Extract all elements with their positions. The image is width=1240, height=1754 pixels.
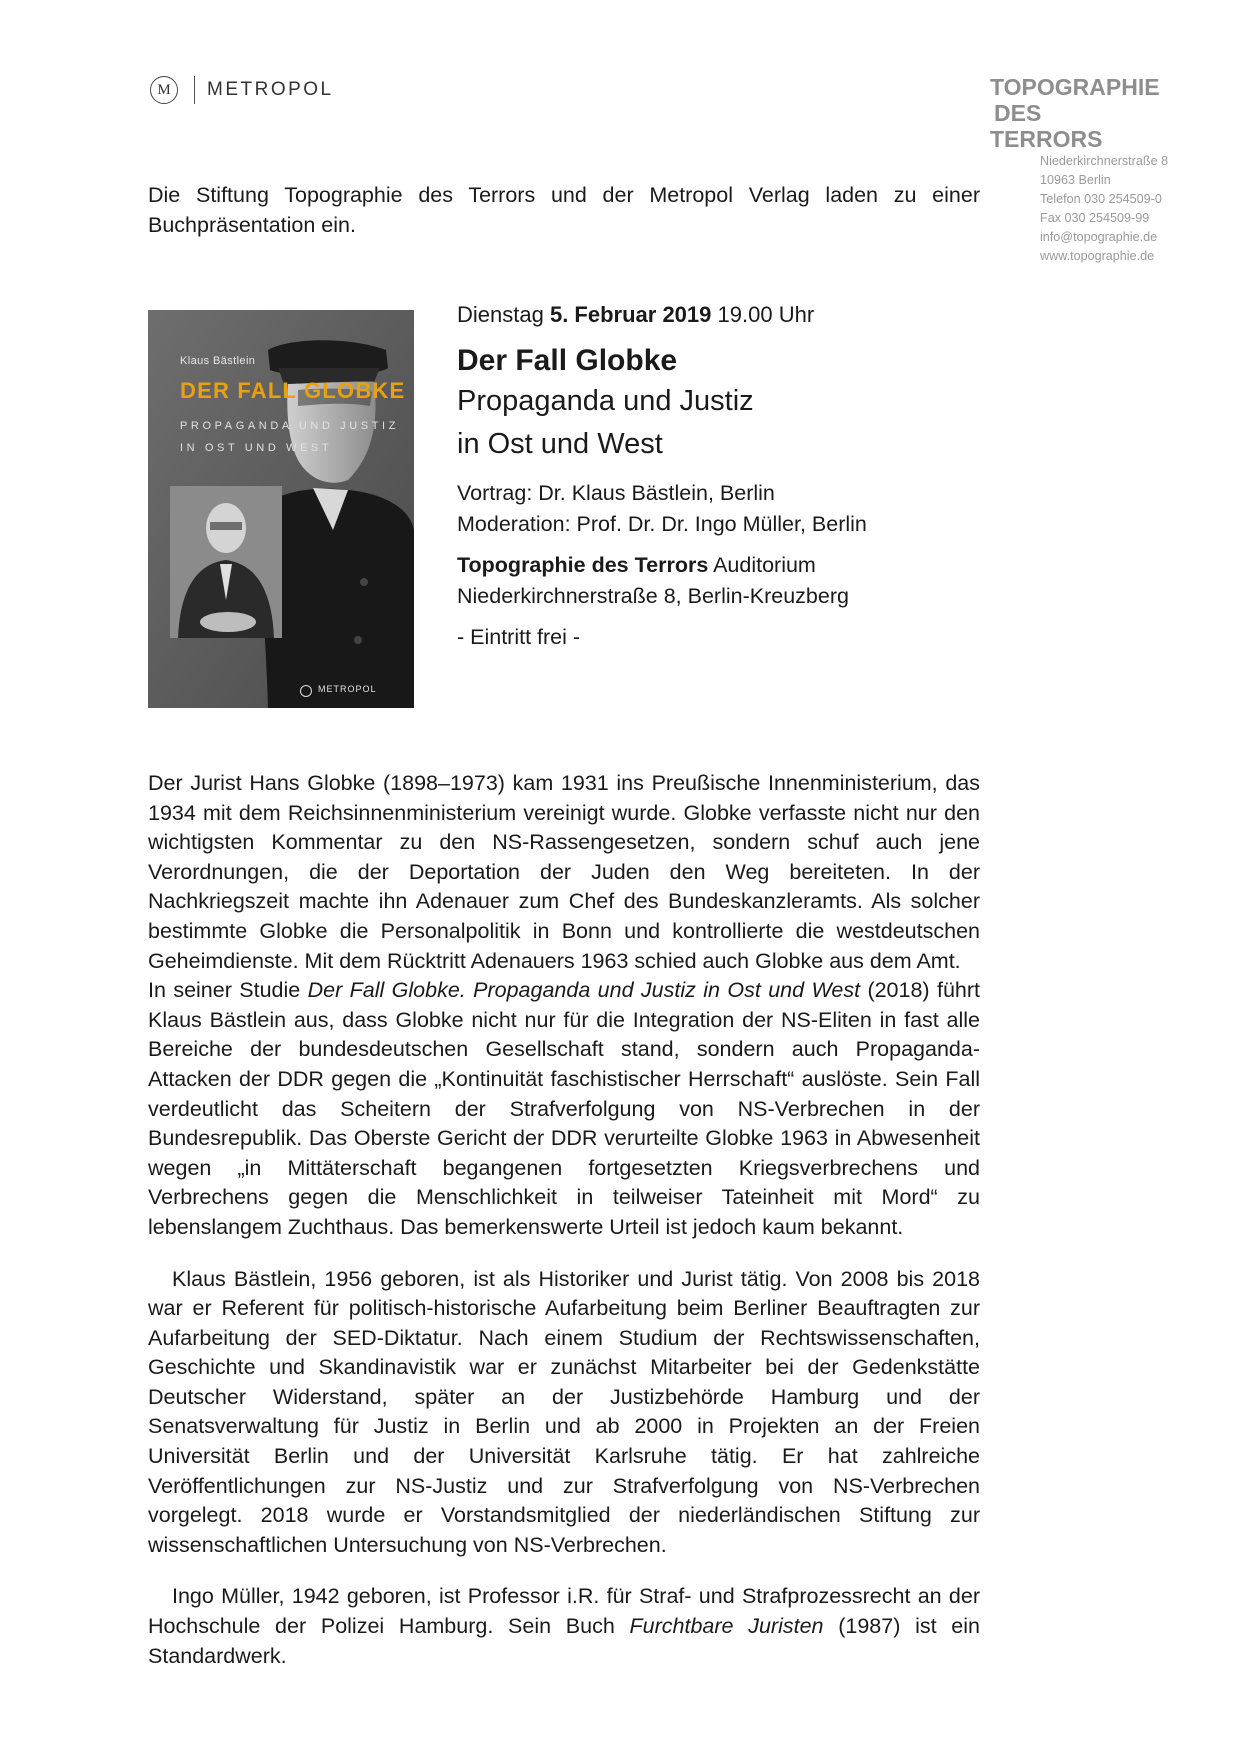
metropol-logo-text: METROPOL bbox=[207, 79, 334, 100]
topographie-logo-line: TOPOGRAPHIE bbox=[990, 74, 1160, 100]
topographie-logo-line: TERRORS bbox=[990, 126, 1103, 152]
intro-line: Die Stiftung Topographie des Terrors und der Metropol Verlag laden zu einer bbox=[148, 183, 980, 207]
metropol-logo-mark: M bbox=[150, 76, 178, 104]
paragraph-mueller-bio bbox=[148, 1582, 980, 1671]
paragraph-text: Ingo Müller, 1942 geboren, ist Professor i.R. für Straf- und Strafprozessrecht an der Hochschule der Polizei Hamburg. Sein Buch bbox=[148, 1584, 980, 1639]
paragraph-text: In seiner Studie bbox=[148, 978, 308, 1003]
paragraph-text: (2018) führt Klaus Bästlein aus, dass Globke nicht nur für die Integration der NS-Eliten in fast alle Bereiche der bundesdeutschen Gesellschaft stand, sondern auch Propaganda-Attacken der DDR gegen die „Kontinuität faschistischer Herrschaft“ auslöste. Sein Fall verdeutlicht das Scheitern der Strafverfolgung von NS-Verbrechen in der Bundesrepublik. Das Oberste Gericht der DDR verurteilte Globke 1963 in Abwesenheit wegen „in Mittäterschaft begangenen fortgesetzten Kriegsverbrechens und Verbrechens gegen die Menschlichkeit in teilweiser Tateinheit mit Mord“ zu lebenslangem Zuchthaus. Das bemerkenswerte Urteil ist jedoch kaum bekannt. bbox=[148, 978, 980, 1239]
paragraph-study bbox=[148, 976, 980, 1242]
event-moderation: Moderation: Prof. Dr. Dr. Ingo Müller, Berlin bbox=[457, 512, 867, 536]
book-title-reference: Furchtbare Juristen bbox=[629, 1614, 824, 1639]
event-venue bbox=[457, 550, 997, 581]
cover-title: DER FALL GLOBKE bbox=[180, 378, 406, 403]
event-subtitle: in Ost und West bbox=[457, 428, 663, 460]
contact-phone: Telefon 030 254509-0 bbox=[1040, 192, 1162, 206]
logo-divider bbox=[194, 76, 195, 104]
contact-city: 10963 Berlin bbox=[1040, 173, 1111, 187]
metropol-logo bbox=[150, 74, 334, 106]
venue-name: Topographie des Terrors bbox=[457, 553, 709, 577]
event-lecture: Vortrag: Dr. Klaus Bästlein, Berlin bbox=[457, 481, 775, 505]
event-address: Niederkirchnerstraße 8, Berlin-Kreuzberg bbox=[457, 584, 849, 608]
paragraph-baestlein-bio: Klaus Bästlein, 1956 geboren, ist als Historiker und Jurist tätig. Von 2008 bis 2018 war er Referent für politisch-historische Aufarbeitung beim Berliner Beauftragten zur Aufarbeitung der SED-Diktatur. Nach einem Studium der Rechtswissenschaften, Geschichte und Skandinavistik war er zunächst Mitarbeiter bei der Gedenkstätte Deutscher Widerstand, später an der Justizbehörde Hamburg und der Senatsverwaltung für Justiz in Berlin und ab 2000 in Projekten an der Freien Universität Berlin und der Universität Karlsruhe tätig. Er hat zahlreiche Veröffentlichungen zur NS-Justiz und zur Strafverfolgung von NS-Verbrechen vorgelegt. 2018 wurde er Vorstandsmitglied der niederländischen Stiftung zur wissenschaftlichen Untersuchung von NS-Verbrechen. bbox=[148, 1266, 980, 1557]
cover-subtitle: PROPAGANDA UND JUSTIZ bbox=[180, 420, 400, 432]
cover-publisher: METROPOL bbox=[318, 684, 377, 694]
event-subtitle: Propaganda und Justiz bbox=[457, 385, 754, 417]
cover-subtitle: IN OST UND WEST bbox=[180, 442, 333, 454]
event-time: 19.00 Uhr bbox=[717, 302, 815, 327]
contact-street: Niederkirchnerstraße 8 bbox=[1040, 154, 1169, 168]
book-cover bbox=[148, 310, 414, 708]
cover-author: Klaus Bästlein bbox=[180, 355, 256, 367]
topographie-logo bbox=[990, 74, 1160, 152]
event-date: 5. Februar 2019 bbox=[549, 302, 712, 327]
contact-email[interactable]: info@topographie.de bbox=[1040, 230, 1158, 244]
contact-fax: Fax 030 254509-99 bbox=[1040, 211, 1150, 225]
event-admission: - Eintritt frei - bbox=[457, 625, 581, 649]
paragraph-text: (1987) ist ein Standardwerk. bbox=[148, 1614, 980, 1668]
paragraph-globke-bio: Der Jurist Hans Globke (1898–1973) kam 1931 ins Preußische Innenministerium, das 1934 mit dem Reichsinnenministerium vereinigt wurde. Globke verfasste nicht nur den wichtigsten Kommentar zu den NS-Rassengesetzen, sondern schuf auch jene Verordnungen, die der Deportation der Juden den Weg bereiteten. In der Nachkriegszeit machte ihn Adenauer zum Chef des Bundeskanzleramts. Als solcher bestimmte Globke die Personalpolitik in Bonn und kontrollierte die westdeutschen Geheimdienste. Mit dem Rücktritt Adenauers 1963 schied auch Globke aus dem Amt. bbox=[148, 771, 980, 973]
topographie-logo-line: DES bbox=[994, 100, 1042, 126]
event-info bbox=[457, 300, 997, 653]
cover-publisher-mark bbox=[300, 685, 312, 697]
body-text bbox=[148, 769, 980, 1671]
event-title: Der Fall Globke bbox=[457, 344, 678, 377]
event-day: Dienstag bbox=[457, 302, 544, 327]
event-date-line bbox=[457, 300, 997, 330]
book-cover-image bbox=[148, 310, 414, 708]
venue-room: Auditorium bbox=[713, 553, 816, 577]
contact-website[interactable]: www.topographie.de bbox=[1040, 249, 1155, 263]
invitation-intro bbox=[148, 180, 980, 240]
contact-block bbox=[1040, 152, 1168, 266]
intro-line: Buchpräsentation ein. bbox=[148, 213, 356, 237]
book-title-reference: Der Fall Globke. Propaganda und Justiz in Ost und West bbox=[307, 978, 861, 1003]
